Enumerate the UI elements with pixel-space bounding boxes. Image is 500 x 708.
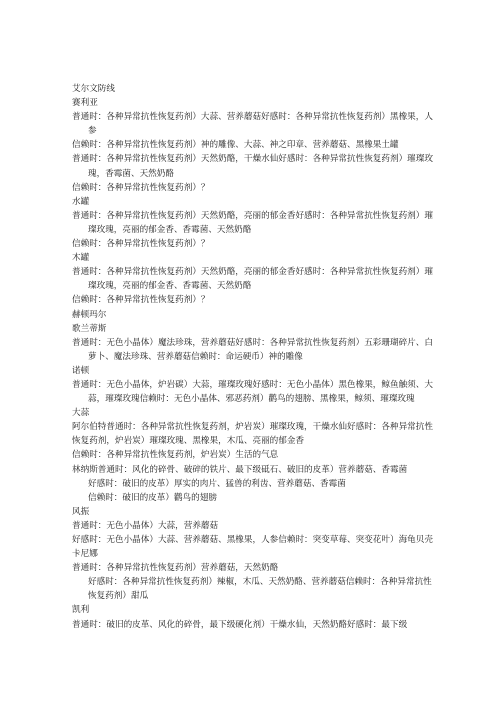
gift-line: 普通时：各种异常抗性恢复药剂）天然奶酪，亮丽的郁金香好感时：各种异常抗性恢复药剂）璀璨玫瑰，亮丽的郁金香、香霉菌、天然奶酪 [72,210,433,235]
gift-line: 普通时：破旧的皮革、风化的碎骨，最下级硬化剂）干燥水仙，天然奶酪好感时：最下级 [72,619,408,630]
gift-line: 好感时：各种异常抗性恢复药剂）辣椒，木瓜、天然奶酪、营养蘑菇信赖时：各种异常抗性恢复药剂）甜瓜 [88,577,432,602]
gift-line: 阿尔伯特普通时：各种异常抗性恢复药剂，炉岩炭）璀璨玫瑰，干燥水仙好感时：各种异常抗性恢复药剂，炉岩炭）璀璨玫瑰、黑橡果，木瓜、亮丽的郁金香 [72,422,433,447]
gift-line: 信赖时：破旧的皮革）鹳鸟的翅膀 [88,492,217,503]
gift-line: 好感时：无色小晶体）大蒜、营养蘑菇、黑橡果，人参信赖时：突变草莓、突变花叶）海龟贝壳 [72,535,433,545]
gift-line: 普通时：各种异常抗性恢复药剂）大蒜、营养蘑菇好感时：各种异常抗性恢复药剂）黑橡果，人参 [72,112,433,137]
npc-name: 水罐 [72,196,90,207]
gift-line: 林纳斯普通时：风化的碎骨、破碎的铁片、最下级砥石、破旧的皮革）营养蘑菇、香霉菌 [72,464,408,475]
npc-name: 木罐 [72,253,90,264]
gift-line: 好感时：破旧的皮革）厚实的肉片、猛兽的利齿、营养蘑菇、香霉菌 [88,478,346,489]
gift-line: 普通时：各种异常抗性恢复药剂）天然奶酪，亮丽的郁金香好感时：各种异常抗性恢复药剂）璀璨玫瑰，亮丽的郁金香、香霉菌、天然奶酪 [72,267,433,292]
gift-line: 信赖时：各种异常抗性恢复药剂）神的雕像、大蒜、神之印章、营养蘑菇、黑橡果土罐 [72,140,399,151]
npc-name: 凯利 [72,605,90,616]
gift-line: 信赖时：各种异常抗性恢复药剂）？ [72,295,210,306]
npc-name: 卡尼娜 [72,549,98,560]
npc-name: 歌兰蒂斯 [72,323,107,334]
npc-name: 风振 [72,506,90,517]
npc-name: 大蒜 [72,408,90,419]
section-heading: 艾尔文防线 [72,84,115,94]
gift-line: 普通时：无色小晶体）魔法珍珠，营养蘑菇好感时：各种异常抗性恢复药剂）五彩珊瑚碎片、白萝卜、魔法珍珠、营养蘑菇信赖时：命运硬币）神的雕像 [72,337,433,362]
gift-line: 普通时：各种异常抗性恢复药剂）天然奶酪，干燥水仙好感时：各种异常抗性恢复药剂）璀璨玫瑰，香霉菌、天然奶酪 [72,154,433,179]
gift-line: 信赖时：各种异常抗性恢复药剂）？ [72,182,210,193]
gift-line: 普通时：各种异常抗性恢复药剂）营养蘑菇，天然奶酪 [72,563,279,574]
npc-name: 诺顿 [72,365,90,376]
gift-line: 普通时：无色小晶体，炉岩碳）大蒜，璀璨玫瑰好感时：无色小晶体）黑色橡果，鲸鱼触须、大蒜，璀璨玫瑰信赖时：无色小晶体、邪恶药剂）鹳鸟的翅膀、黑橡果，鲸须、璀璨玫瑰 [72,379,433,405]
npc-name: 赛利亚 [72,98,98,109]
document-body [72,82,434,632]
gift-line: 普通时：无色小晶体）大蒜，营养蘑菇 [72,520,219,531]
gift-line: 信赖时：各种异常抗性恢复药剂）？ [72,239,210,250]
section-heading: 赫顿玛尔 [72,309,107,320]
gift-line: 信赖时：各种异常抗性恢复药剂，炉岩炭）生活的气息 [72,450,279,461]
